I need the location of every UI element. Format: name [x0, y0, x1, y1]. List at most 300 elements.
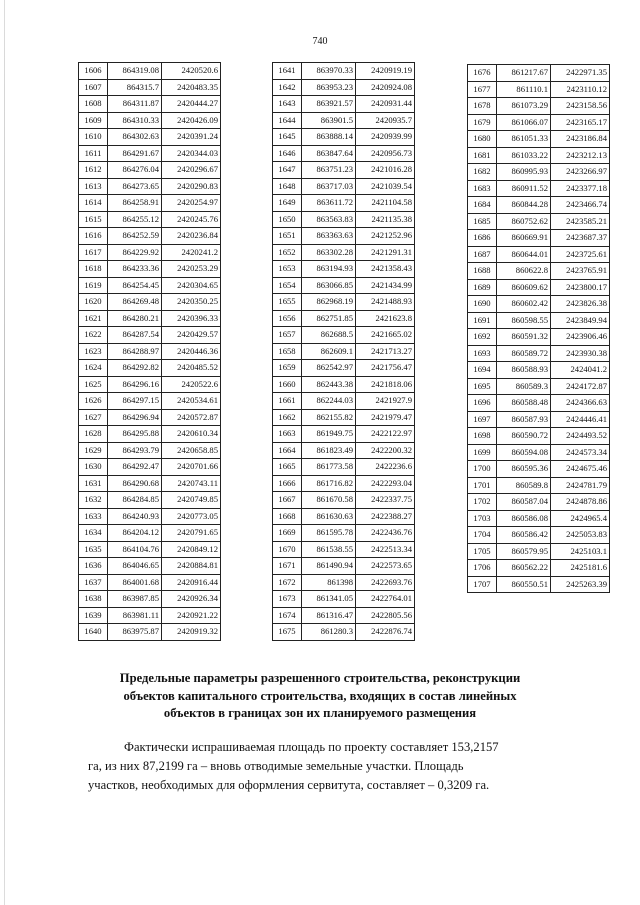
table-row: [468, 362, 610, 379]
y-coordinate-cell: 2423377.18: [551, 180, 610, 197]
y-coordinate-cell: 2420446.36: [162, 343, 221, 360]
point-number-cell: 1662: [273, 409, 302, 426]
y-coordinate-cell: 2420939.99: [356, 129, 415, 146]
table-row: [273, 393, 415, 410]
x-coordinate-cell: 861066.07: [497, 114, 551, 131]
y-coordinate-cell: 2423725.61: [551, 246, 610, 263]
y-coordinate-cell: 2422693.76: [356, 574, 415, 591]
table-row: [468, 494, 610, 511]
x-coordinate-cell: 864233.36: [108, 261, 162, 278]
y-coordinate-cell: 2420931.44: [356, 96, 415, 113]
x-coordinate-cell: 864311.87: [108, 96, 162, 113]
table-row: [468, 510, 610, 527]
y-coordinate-cell: 2422805.56: [356, 607, 415, 624]
x-coordinate-cell: 863987.85: [108, 591, 162, 608]
x-coordinate-cell: 863194.93: [302, 261, 356, 278]
point-number-cell: 1607: [79, 79, 108, 96]
y-coordinate-cell: 2420522.6: [162, 376, 221, 393]
table-row: [273, 607, 415, 624]
y-coordinate-cell: 2420344.03: [162, 145, 221, 162]
point-number-cell: 1688: [468, 263, 497, 280]
y-coordinate-cell: 2423110.12: [551, 81, 610, 98]
y-coordinate-cell: 2421818.06: [356, 376, 415, 393]
table-row: [79, 96, 221, 113]
point-number-cell: 1665: [273, 459, 302, 476]
x-coordinate-cell: 864258.91: [108, 195, 162, 212]
x-coordinate-cell: 861490.94: [302, 558, 356, 575]
point-number-cell: 1692: [468, 329, 497, 346]
x-coordinate-cell: 864310.33: [108, 112, 162, 129]
y-coordinate-cell: 2421488.93: [356, 294, 415, 311]
y-coordinate-cell: 2422573.65: [356, 558, 415, 575]
point-number-cell: 1696: [468, 395, 497, 412]
point-number-cell: 1680: [468, 131, 497, 148]
table-row: [273, 492, 415, 509]
y-coordinate-cell: 2424041.2: [551, 362, 610, 379]
table-row: [79, 129, 221, 146]
y-coordinate-cell: 2424965.4: [551, 510, 610, 527]
point-number-cell: 1702: [468, 494, 497, 511]
x-coordinate-cell: 864001.68: [108, 574, 162, 591]
table-row: [79, 112, 221, 129]
x-coordinate-cell: 864287.54: [108, 327, 162, 344]
point-number-cell: 1612: [79, 162, 108, 179]
table-row: [468, 279, 610, 296]
x-coordinate-cell: 860589.72: [497, 345, 551, 362]
y-coordinate-cell: 2423466.74: [551, 197, 610, 214]
point-number-cell: 1640: [79, 624, 108, 641]
y-coordinate-cell: 2423212.13: [551, 147, 610, 164]
x-coordinate-cell: 864319.08: [108, 63, 162, 80]
y-coordinate-cell: 2423687.37: [551, 230, 610, 247]
coordinates-table-1: [78, 62, 221, 641]
y-coordinate-cell: 2420485.52: [162, 360, 221, 377]
x-coordinate-cell: 861316.47: [302, 607, 356, 624]
y-coordinate-cell: 2424573.34: [551, 444, 610, 461]
y-coordinate-cell: 2420426.09: [162, 112, 221, 129]
x-coordinate-cell: 864291.67: [108, 145, 162, 162]
point-number-cell: 1687: [468, 246, 497, 263]
x-coordinate-cell: 863563.83: [302, 211, 356, 228]
x-coordinate-cell: 864284.85: [108, 492, 162, 509]
table-row: [79, 310, 221, 327]
table-row: [468, 98, 610, 115]
y-coordinate-cell: 2420701.66: [162, 459, 221, 476]
y-coordinate-cell: 2421291.31: [356, 244, 415, 261]
x-coordinate-cell: 861110.1: [497, 81, 551, 98]
table-row: [273, 541, 415, 558]
y-coordinate-cell: 2420572.87: [162, 409, 221, 426]
page-number: 740: [312, 36, 328, 47]
y-coordinate-cell: 2424675.46: [551, 461, 610, 478]
table-row: [79, 145, 221, 162]
point-number-cell: 1705: [468, 543, 497, 560]
table-row: [79, 63, 221, 80]
table-row: [273, 129, 415, 146]
point-number-cell: 1700: [468, 461, 497, 478]
y-coordinate-cell: 2420743.11: [162, 475, 221, 492]
point-number-cell: 1636: [79, 558, 108, 575]
y-coordinate-cell: 2421713.27: [356, 343, 415, 360]
table-row: [79, 277, 221, 294]
table-row: [79, 376, 221, 393]
table-row: [468, 543, 610, 560]
table-row: [273, 327, 415, 344]
x-coordinate-cell: 863975.87: [108, 624, 162, 641]
x-coordinate-cell: 860589.8: [497, 477, 551, 494]
x-coordinate-cell: 861949.75: [302, 426, 356, 443]
point-number-cell: 1617: [79, 244, 108, 261]
table-row: [468, 147, 610, 164]
point-number-cell: 1642: [273, 79, 302, 96]
table-row: [468, 428, 610, 445]
y-coordinate-cell: 2420658.85: [162, 442, 221, 459]
x-coordinate-cell: 864290.68: [108, 475, 162, 492]
y-coordinate-cell: 2420254.97: [162, 195, 221, 212]
table-row: [468, 213, 610, 230]
point-number-cell: 1694: [468, 362, 497, 379]
table-row: [79, 426, 221, 443]
x-coordinate-cell: 864292.82: [108, 360, 162, 377]
heading-line: объектов в границах зон их планируемого размещения: [163, 706, 477, 720]
x-coordinate-cell: 862155.82: [302, 409, 356, 426]
y-coordinate-cell: 2420290.83: [162, 178, 221, 195]
point-number-cell: 1638: [79, 591, 108, 608]
x-coordinate-cell: 864269.48: [108, 294, 162, 311]
x-coordinate-cell: 861073.29: [497, 98, 551, 115]
y-coordinate-cell: 2424172.87: [551, 378, 610, 395]
x-coordinate-cell: 862968.19: [302, 294, 356, 311]
table-row: [273, 96, 415, 113]
table-row: [273, 228, 415, 245]
point-number-cell: 1644: [273, 112, 302, 129]
point-number-cell: 1682: [468, 164, 497, 181]
table-row: [468, 180, 610, 197]
point-number-cell: 1635: [79, 541, 108, 558]
x-coordinate-cell: 860579.95: [497, 543, 551, 560]
table-row: [79, 343, 221, 360]
point-number-cell: 1663: [273, 426, 302, 443]
y-coordinate-cell: 2421434.99: [356, 277, 415, 294]
point-number-cell: 1691: [468, 312, 497, 329]
table-row: [468, 576, 610, 593]
x-coordinate-cell: 863717.03: [302, 178, 356, 195]
point-number-cell: 1650: [273, 211, 302, 228]
point-number-cell: 1707: [468, 576, 497, 593]
x-coordinate-cell: 861670.58: [302, 492, 356, 509]
table-row: [273, 459, 415, 476]
x-coordinate-cell: 864288.97: [108, 343, 162, 360]
x-coordinate-cell: 864254.45: [108, 277, 162, 294]
table-row: [273, 475, 415, 492]
y-coordinate-cell: 2420924.08: [356, 79, 415, 96]
x-coordinate-cell: 860591.32: [497, 329, 551, 346]
x-coordinate-cell: 864229.92: [108, 244, 162, 261]
point-number-cell: 1619: [79, 277, 108, 294]
table-row: [273, 343, 415, 360]
y-coordinate-cell: 2423585.21: [551, 213, 610, 230]
point-number-cell: 1690: [468, 296, 497, 313]
table-row: [468, 560, 610, 577]
y-coordinate-cell: 2421927.9: [356, 393, 415, 410]
y-coordinate-cell: 2423158.56: [551, 98, 610, 115]
x-coordinate-cell: 860562.22: [497, 560, 551, 577]
table-row: [79, 162, 221, 179]
coordinates-table-2: [272, 62, 415, 641]
y-coordinate-cell: 2421104.58: [356, 195, 415, 212]
table-row: [273, 63, 415, 80]
point-number-cell: 1626: [79, 393, 108, 410]
x-coordinate-cell: 860586.42: [497, 527, 551, 544]
table-row: [79, 591, 221, 608]
point-number-cell: 1627: [79, 409, 108, 426]
y-coordinate-cell: 2421016.28: [356, 162, 415, 179]
paragraph-line: участков, необходимых для оформления сервитута, составляет – 0,3209 га.: [88, 778, 490, 792]
y-coordinate-cell: 2421665.02: [356, 327, 415, 344]
point-number-cell: 1659: [273, 360, 302, 377]
y-coordinate-cell: 2420610.34: [162, 426, 221, 443]
point-number-cell: 1606: [79, 63, 108, 80]
x-coordinate-cell: 863363.63: [302, 228, 356, 245]
y-coordinate-cell: 2424781.79: [551, 477, 610, 494]
table-row: [79, 541, 221, 558]
y-coordinate-cell: 2420236.84: [162, 228, 221, 245]
table-row: [79, 294, 221, 311]
y-coordinate-cell: 2420773.05: [162, 508, 221, 525]
table-row: [468, 197, 610, 214]
point-number-cell: 1629: [79, 442, 108, 459]
point-number-cell: 1675: [273, 624, 302, 641]
x-coordinate-cell: 863970.33: [302, 63, 356, 80]
x-coordinate-cell: 863066.85: [302, 277, 356, 294]
scan-edge: [4, 0, 5, 905]
table-row: [468, 114, 610, 131]
y-coordinate-cell: 2420884.81: [162, 558, 221, 575]
point-number-cell: 1631: [79, 475, 108, 492]
y-coordinate-cell: 2420444.27: [162, 96, 221, 113]
x-coordinate-cell: 864302.63: [108, 129, 162, 146]
x-coordinate-cell: 860844.28: [497, 197, 551, 214]
table-row: [273, 145, 415, 162]
y-coordinate-cell: 2422764.01: [356, 591, 415, 608]
point-number-cell: 1655: [273, 294, 302, 311]
point-number-cell: 1620: [79, 294, 108, 311]
y-coordinate-cell: 2420534.61: [162, 393, 221, 410]
y-coordinate-cell: 2420921.22: [162, 607, 221, 624]
y-coordinate-cell: 2425263.39: [551, 576, 610, 593]
x-coordinate-cell: 860595.36: [497, 461, 551, 478]
x-coordinate-cell: 864292.47: [108, 459, 162, 476]
x-coordinate-cell: 863751.23: [302, 162, 356, 179]
x-coordinate-cell: 860602.42: [497, 296, 551, 313]
x-coordinate-cell: 860594.08: [497, 444, 551, 461]
point-number-cell: 1652: [273, 244, 302, 261]
x-coordinate-cell: 863953.23: [302, 79, 356, 96]
table-row: [273, 360, 415, 377]
table-row: [273, 591, 415, 608]
x-coordinate-cell: 861051.33: [497, 131, 551, 148]
point-number-cell: 1667: [273, 492, 302, 509]
table-row: [273, 624, 415, 641]
x-coordinate-cell: 860586.08: [497, 510, 551, 527]
y-coordinate-cell: 2422876.74: [356, 624, 415, 641]
table-row: [79, 525, 221, 542]
point-number-cell: 1646: [273, 145, 302, 162]
paragraph-line: га, из них 87,2199 га – вновь отводимые земельные участки. Площадь: [88, 759, 464, 773]
point-number-cell: 1622: [79, 327, 108, 344]
coordinates-table-3: [467, 64, 610, 593]
table-row: [79, 409, 221, 426]
point-number-cell: 1698: [468, 428, 497, 445]
table-row: [79, 228, 221, 245]
table-row: [79, 475, 221, 492]
y-coordinate-cell: 2424366.63: [551, 395, 610, 412]
point-number-cell: 1633: [79, 508, 108, 525]
point-number-cell: 1647: [273, 162, 302, 179]
table-row: [79, 574, 221, 591]
x-coordinate-cell: 862688.5: [302, 327, 356, 344]
y-coordinate-cell: 2423906.46: [551, 329, 610, 346]
y-coordinate-cell: 2422971.35: [551, 65, 610, 82]
heading-line: Предельные параметры разрешенного строительства, реконструкции: [119, 671, 521, 685]
y-coordinate-cell: 2420749.85: [162, 492, 221, 509]
x-coordinate-cell: 863847.64: [302, 145, 356, 162]
x-coordinate-cell: 861398: [302, 574, 356, 591]
point-number-cell: 1681: [468, 147, 497, 164]
point-number-cell: 1610: [79, 129, 108, 146]
table-row: [273, 162, 415, 179]
y-coordinate-cell: 2420849.12: [162, 541, 221, 558]
table-row: [273, 79, 415, 96]
point-number-cell: 1639: [79, 607, 108, 624]
y-coordinate-cell: 2423765.91: [551, 263, 610, 280]
table-row: [79, 558, 221, 575]
table-row: [273, 558, 415, 575]
point-number-cell: 1656: [273, 310, 302, 327]
point-number-cell: 1637: [79, 574, 108, 591]
y-coordinate-cell: 2420483.35: [162, 79, 221, 96]
point-number-cell: 1677: [468, 81, 497, 98]
point-number-cell: 1625: [79, 376, 108, 393]
table-row: [468, 296, 610, 313]
point-number-cell: 1657: [273, 327, 302, 344]
y-coordinate-cell: 2420396.33: [162, 310, 221, 327]
x-coordinate-cell: 860669.91: [497, 230, 551, 247]
point-number-cell: 1669: [273, 525, 302, 542]
x-coordinate-cell: 864296.16: [108, 376, 162, 393]
table-row: [273, 508, 415, 525]
point-number-cell: 1628: [79, 426, 108, 443]
table-row: [468, 230, 610, 247]
point-number-cell: 1613: [79, 178, 108, 195]
paragraph-line: Фактически испрашиваемая площадь по проекту составляет 153,2157: [124, 740, 499, 754]
x-coordinate-cell: 860587.04: [497, 494, 551, 511]
point-number-cell: 1621: [79, 310, 108, 327]
table-row: [468, 164, 610, 181]
y-coordinate-cell: 2425053.83: [551, 527, 610, 544]
y-coordinate-cell: 2424493.52: [551, 428, 610, 445]
table-row: [468, 263, 610, 280]
point-number-cell: 1704: [468, 527, 497, 544]
table-row: [468, 477, 610, 494]
y-coordinate-cell: 2422122.97: [356, 426, 415, 443]
y-coordinate-cell: 2420296.67: [162, 162, 221, 179]
y-coordinate-cell: 2420520.6: [162, 63, 221, 80]
point-number-cell: 1630: [79, 459, 108, 476]
y-coordinate-cell: 2420241.2: [162, 244, 221, 261]
point-number-cell: 1651: [273, 228, 302, 245]
x-coordinate-cell: 863611.72: [302, 195, 356, 212]
point-number-cell: 1649: [273, 195, 302, 212]
y-coordinate-cell: 2420935.7: [356, 112, 415, 129]
x-coordinate-cell: 860588.48: [497, 395, 551, 412]
point-number-cell: 1653: [273, 261, 302, 278]
x-coordinate-cell: 861716.82: [302, 475, 356, 492]
table-row: [468, 395, 610, 412]
table-row: [273, 195, 415, 212]
x-coordinate-cell: 864255.12: [108, 211, 162, 228]
x-coordinate-cell: 864297.15: [108, 393, 162, 410]
point-number-cell: 1670: [273, 541, 302, 558]
table-row: [468, 378, 610, 395]
x-coordinate-cell: 862609.1: [302, 343, 356, 360]
y-coordinate-cell: 2423849.94: [551, 312, 610, 329]
x-coordinate-cell: 860590.72: [497, 428, 551, 445]
y-coordinate-cell: 2425181.6: [551, 560, 610, 577]
table-row: [79, 492, 221, 509]
y-coordinate-cell: 2420791.65: [162, 525, 221, 542]
table-row: [79, 327, 221, 344]
y-coordinate-cell: 2421039.54: [356, 178, 415, 195]
table-row: [79, 624, 221, 641]
point-number-cell: 1674: [273, 607, 302, 624]
point-number-cell: 1608: [79, 96, 108, 113]
table-row: [468, 312, 610, 329]
x-coordinate-cell: 860550.51: [497, 576, 551, 593]
x-coordinate-cell: 860598.55: [497, 312, 551, 329]
x-coordinate-cell: 861595.78: [302, 525, 356, 542]
table-row: [273, 261, 415, 278]
y-coordinate-cell: 2425103.1: [551, 543, 610, 560]
x-coordinate-cell: 860911.52: [497, 180, 551, 197]
x-coordinate-cell: 863302.28: [302, 244, 356, 261]
point-number-cell: 1703: [468, 510, 497, 527]
x-coordinate-cell: 860587.93: [497, 411, 551, 428]
x-coordinate-cell: 861823.49: [302, 442, 356, 459]
x-coordinate-cell: 861538.55: [302, 541, 356, 558]
table-row: [79, 393, 221, 410]
x-coordinate-cell: 864240.93: [108, 508, 162, 525]
table-row: [79, 211, 221, 228]
point-number-cell: 1679: [468, 114, 497, 131]
point-number-cell: 1693: [468, 345, 497, 362]
y-coordinate-cell: 2421135.38: [356, 211, 415, 228]
x-coordinate-cell: 864280.21: [108, 310, 162, 327]
x-coordinate-cell: 862542.97: [302, 360, 356, 377]
point-number-cell: 1641: [273, 63, 302, 80]
table-row: [273, 426, 415, 443]
y-coordinate-cell: 2420391.24: [162, 129, 221, 146]
x-coordinate-cell: 864276.04: [108, 162, 162, 179]
table-row: [468, 329, 610, 346]
table-row: [273, 310, 415, 327]
x-coordinate-cell: 864315.7: [108, 79, 162, 96]
point-number-cell: 1654: [273, 277, 302, 294]
x-coordinate-cell: 860644.01: [497, 246, 551, 263]
point-number-cell: 1609: [79, 112, 108, 129]
point-number-cell: 1699: [468, 444, 497, 461]
point-number-cell: 1706: [468, 560, 497, 577]
